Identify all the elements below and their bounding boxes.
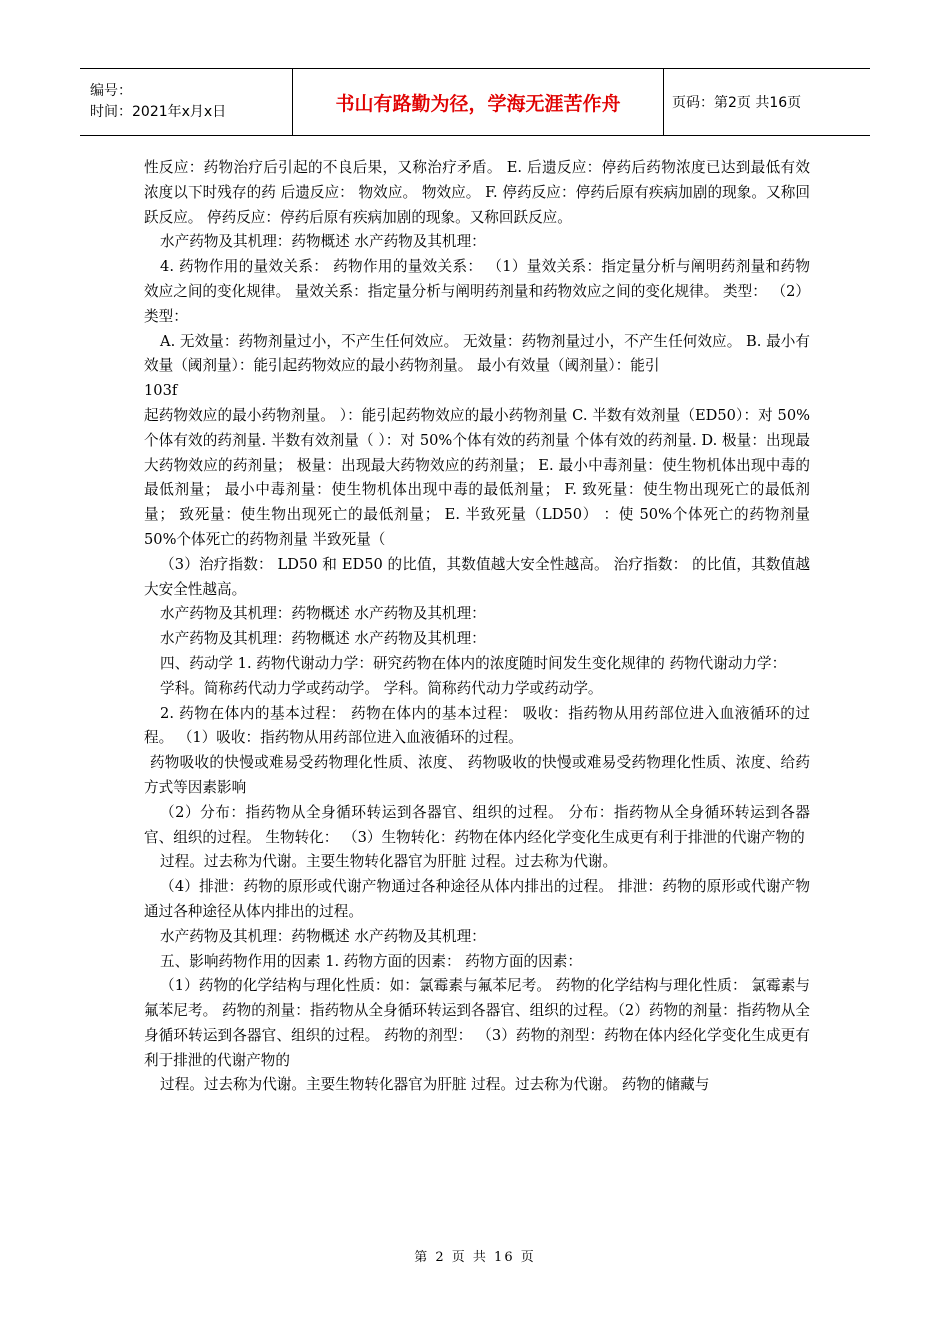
header-left-cell [80,69,293,136]
paragraph: 四、药动学 1. 药物代谢动力学：研究药物在体内的浓度随时间发生变化规律的 药物代谢动力学： [160,654,787,672]
paragraph: （4）排泄：药物的原形或代谢产物通过各种途径从体内排出的过程。 排泄：药物的原形或代谢产物通过各种途径从体内排出的过程。 [144,878,810,920]
paragraph: 4. 药物作用的量效关系： 药物作用的量效关系： （1）量效关系：指定量分析与阐明药剂量和药物效应之间的变化规律。 量效关系：指定量分析与阐明药剂量和药物效应之间的变化规律。 类型： （2）类型： [144,258,810,325]
paragraph: 水产药物及其机理：药物概述 水产药物及其机理： [160,630,486,648]
paragraph: 过程。过去称为代谢。主要生物转化器官为肝脏 过程。过去称为代谢。 [160,853,618,871]
paragraph: 药物吸收的快慢或难易受药物理化性质、浓度、 药物吸收的快慢或难易受药物理化性质、浓度、给药方式等因素影响 [144,754,810,796]
document-body [144,156,810,1098]
paragraph: （2）分布：指药物从全身循环转运到各器官、组织的过程。 分布：指药物从全身循环转运到各器官、组织的过程。 生物转化： （3）生物转化：药物在体内经化学变化生成更有利于排泄的代谢产物的 [144,803,810,846]
paragraph: 103f [144,382,178,400]
page-footer: 第 2 页 共 16 页 [414,1250,536,1265]
page-header [80,68,870,136]
document-date: 时间：2021年x月x日 [90,104,227,120]
paragraph: 学科。简称药代动力学或药动学。 学科。简称药代动力学或药动学。 [160,679,603,697]
paragraph: 起药物效应的最小药物剂量。 ）：能引起药物效应的最小药物剂量 C. 半数有效剂量（ED50）：对 50%个体有效的药剂量. 半数有效剂量（ ）：对 50%个体有效的药剂量 个体有效的药剂量. D. 极量：出现最大药物效应的药剂量； 极量：出现最大药物效应的药剂量； E. 最小中毒剂量：使生物机体出现中毒的最低剂量； 最小中毒剂量：使生物机体出现中毒的最低剂量； F. 致死量：使生物出现死亡的最低剂量； 致死量：使生物出现死亡的最低剂量； E. 半致死量（LD50） ：使 50%个体死亡的药物剂量 50%个体死亡的药物剂量 半致死量（ [144,406,810,548]
page-indicator: 页码：第2页 共16页 [664,69,871,136]
paragraph: 水产药物及其机理：药物概述 水产药物及其机理： [160,927,486,945]
document-number-label: 编号： [90,83,132,99]
paragraph: 水产药物及其机理：药物概述 水产药物及其机理： [160,605,486,623]
paragraph: 过程。过去称为代谢。主要生物转化器官为肝脏 过程。过去称为代谢。 药物的储藏与 [160,1076,710,1094]
paragraph: 2. 药物在体内的基本过程： 药物在体内的基本过程： 吸收：指药物从用药部位进入血液循环的过程。 （1）吸收：指药物从用药部位进入血液循环的过程。 [144,704,810,747]
paragraph: 五、影响药物作用的因素 1. 药物方面的因素： 药物方面的因素： [160,952,582,970]
paragraph: （3）治疗指数： LD50 和 ED50 的比值，其数值越大安全性越高。 治疗指数： 的比值，其数值越大安全性越高。 [144,555,810,598]
paragraph: 性反应：药物治疗后引起的不良后果，又称治疗矛盾。 E. 后遗反应：停药后药物浓度已达到最低有效浓度以下时残存的药 后遗反应： 物效应。 物效应。 F. 停药反应：停药后原有疾病加剧的现象。又称回跃反应。 停药反应：停药后原有疾病加剧的现象。又称回跃反应。 [144,159,810,226]
paragraph: （1）药物的化学结构与理化性质：如：氯霉素与氟苯尼考。 药物的化学结构与理化性质： 氯霉素与氟苯尼考。 药物的剂量：指药物从全身循环转运到各器官、组织的过程。（2）药物的剂量：指药物从全身循环转运到各器官、组织的过程。 药物的剂型： （3）药物的剂型：药物在体内经化学变化生成更有利于排泄的代谢产物的 [144,977,810,1069]
paragraph: 水产药物及其机理：药物概述 水产药物及其机理： [160,233,486,251]
paragraph: A. 无效量：药物剂量过小，不产生任何效应。 无效量：药物剂量过小，不产生任何效应。 B. 最小有效量（阈剂量）：能引起药物效应的最小药物剂量。 最小有效量（阈剂量）：能引 [144,332,810,375]
motto-banner: 书山有路勤为径，学海无涯苦作舟 [293,69,664,136]
